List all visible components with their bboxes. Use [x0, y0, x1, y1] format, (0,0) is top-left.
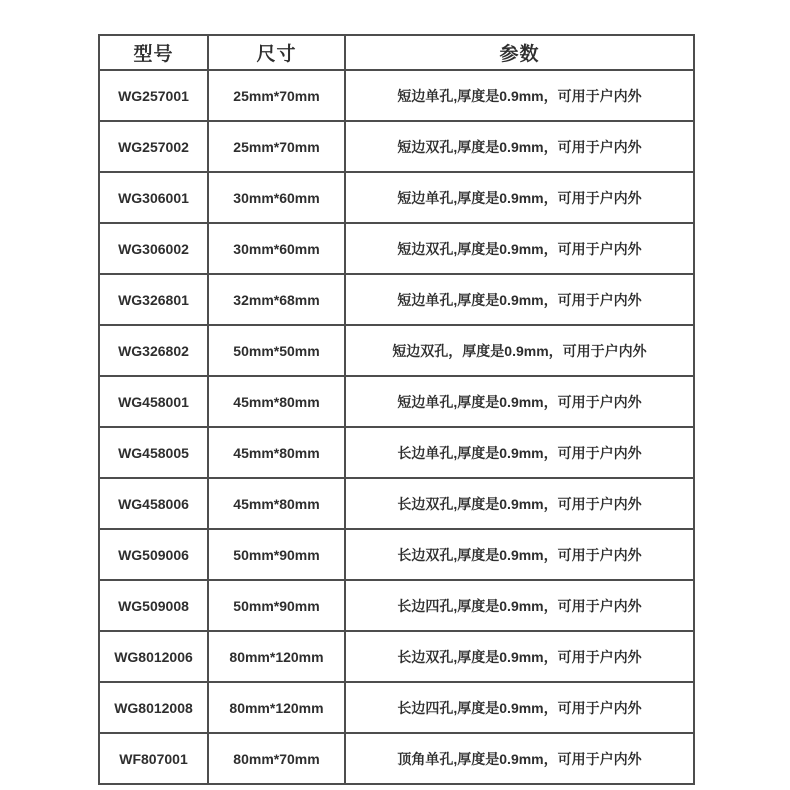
- table-row: [99, 478, 694, 529]
- model-cell: WG8012006: [99, 631, 208, 682]
- size-cell: 50mm*90mm: [208, 529, 345, 580]
- table-row: [99, 682, 694, 733]
- table-row: [99, 70, 694, 121]
- model-cell: WG509006: [99, 529, 208, 580]
- params-cell: 长边四孔,厚度是0.9mm，可用于户内外: [345, 682, 694, 733]
- params-cell: 短边双孔，厚度是0.9mm，可用于户内外: [345, 325, 694, 376]
- model-cell: WG458001: [99, 376, 208, 427]
- model-cell: WG458006: [99, 478, 208, 529]
- params-cell: 长边双孔,厚度是0.9mm，可用于户内外: [345, 631, 694, 682]
- params-cell: 短边双孔,厚度是0.9mm，可用于户内外: [345, 121, 694, 172]
- params-cell: 短边单孔,厚度是0.9mm，可用于户内外: [345, 70, 694, 121]
- size-cell: 80mm*120mm: [208, 631, 345, 682]
- size-cell: 25mm*70mm: [208, 70, 345, 121]
- params-cell: 长边单孔,厚度是0.9mm，可用于户内外: [345, 427, 694, 478]
- model-cell: WG458005: [99, 427, 208, 478]
- size-cell: 80mm*120mm: [208, 682, 345, 733]
- table-row: [99, 580, 694, 631]
- params-cell: 长边四孔,厚度是0.9mm，可用于户内外: [345, 580, 694, 631]
- table-row: [99, 274, 694, 325]
- size-cell: 45mm*80mm: [208, 478, 345, 529]
- params-cell: 长边双孔,厚度是0.9mm，可用于户内外: [345, 478, 694, 529]
- size-cell: 30mm*60mm: [208, 172, 345, 223]
- model-cell: WG257002: [99, 121, 208, 172]
- size-cell: 45mm*80mm: [208, 427, 345, 478]
- size-cell: 50mm*90mm: [208, 580, 345, 631]
- product-spec-table: [98, 34, 695, 785]
- size-cell: 30mm*60mm: [208, 223, 345, 274]
- model-cell: WG257001: [99, 70, 208, 121]
- table-row: [99, 529, 694, 580]
- model-cell: WG326802: [99, 325, 208, 376]
- size-cell: 25mm*70mm: [208, 121, 345, 172]
- header-params: 参数: [345, 35, 694, 70]
- params-cell: 长边双孔,厚度是0.9mm，可用于户内外: [345, 529, 694, 580]
- table-row: [99, 733, 694, 784]
- size-cell: 45mm*80mm: [208, 376, 345, 427]
- params-cell: 短边双孔,厚度是0.9mm，可用于户内外: [345, 223, 694, 274]
- size-cell: 32mm*68mm: [208, 274, 345, 325]
- table-row: [99, 172, 694, 223]
- table-row: [99, 223, 694, 274]
- params-cell: 顶角单孔,厚度是0.9mm，可用于户内外: [345, 733, 694, 784]
- model-cell: WG8012008: [99, 682, 208, 733]
- header-model: 型号: [99, 35, 208, 70]
- model-cell: WF807001: [99, 733, 208, 784]
- table-row: [99, 121, 694, 172]
- table-row: [99, 376, 694, 427]
- params-cell: 短边单孔,厚度是0.9mm，可用于户内外: [345, 274, 694, 325]
- params-cell: 短边单孔,厚度是0.9mm，可用于户内外: [345, 172, 694, 223]
- header-size: 尺寸: [208, 35, 345, 70]
- table-row: [99, 427, 694, 478]
- model-cell: WG306001: [99, 172, 208, 223]
- params-cell: 短边单孔,厚度是0.9mm，可用于户内外: [345, 376, 694, 427]
- size-cell: 50mm*50mm: [208, 325, 345, 376]
- model-cell: WG326801: [99, 274, 208, 325]
- model-cell: WG509008: [99, 580, 208, 631]
- table-row: [99, 325, 694, 376]
- size-cell: 80mm*70mm: [208, 733, 345, 784]
- table-header-row: [99, 35, 694, 70]
- table-row: [99, 631, 694, 682]
- model-cell: WG306002: [99, 223, 208, 274]
